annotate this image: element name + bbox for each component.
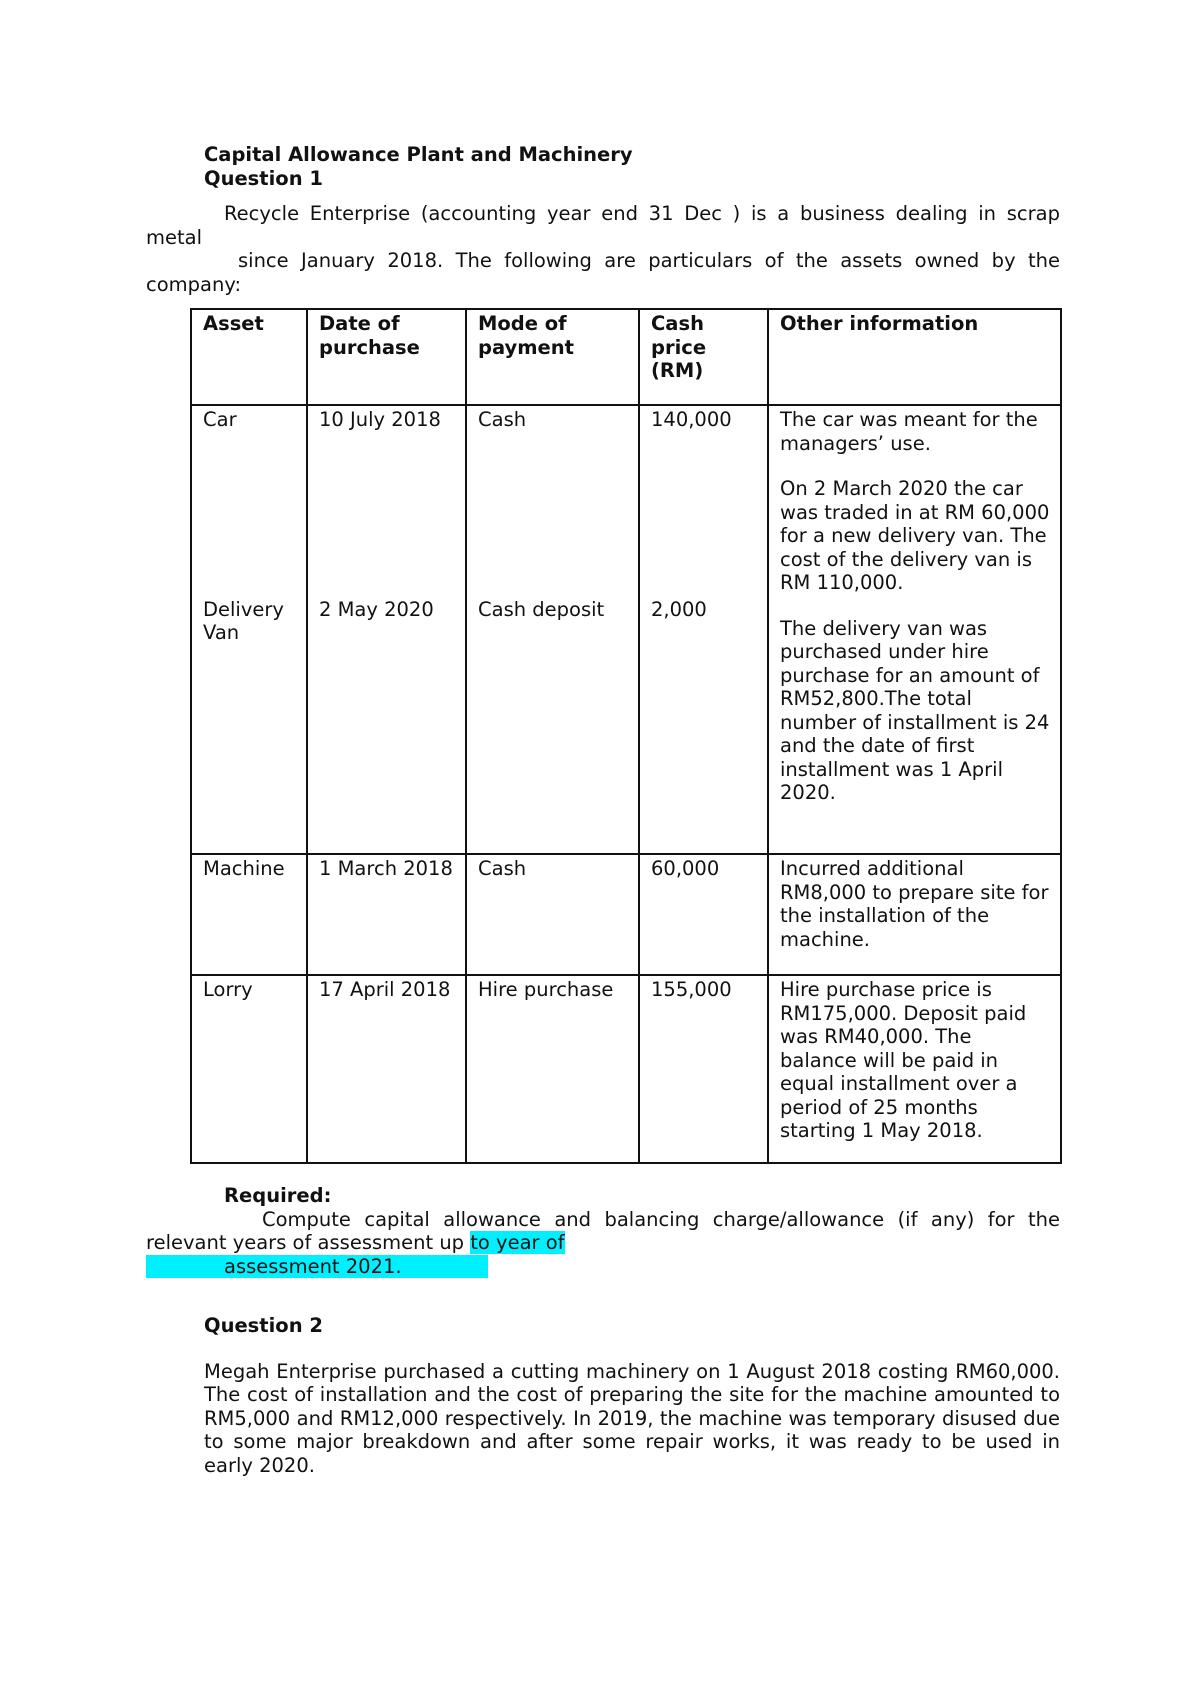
required-text-line: Compute capital allowance and balancing charge/allowance (if any) for the <box>262 1207 1060 1231</box>
info-car-3: The delivery van was purchased under hire purchase for an amount of RM52,800.The total number of installment is 24 and the date of first installment was 1 April 2020. <box>780 616 1050 804</box>
cell-price: 155,000 <box>639 975 768 1163</box>
question-2-text: Megah Enterprise purchased a cutting machinery on 1 August 2018 costing RM60,000. The cost of installation and the cost of preparing the site for the machine amounted to RM5,000 and RM12,000 respectively. In 2019, the machine was temporary disused due to some major breakdown and after some repair works, it was ready to be used in early 2020. <box>204 1359 1060 1477</box>
cell-info: Incurred additional RM8,000 to prepare site for the installation of the machine. <box>768 854 1061 975</box>
cell-info <box>768 405 1061 854</box>
asset-delivery-van: Delivery Van <box>203 597 284 644</box>
q1-intro-line: Recycle Enterprise (accounting year end 31 Dec ) is a business dealing in scrap <box>224 202 1060 225</box>
header-date: Date of purchase <box>307 309 466 405</box>
cell-mode: Hire purchase <box>466 975 639 1163</box>
table-header-row <box>191 309 1061 405</box>
mode-delivery-van: Cash deposit <box>478 597 605 621</box>
cell-price <box>639 405 768 854</box>
document-page <box>146 143 1060 1477</box>
cell-info: Hire purchase price is RM175,000. Deposit paid was RM40,000. The balance will be paid in equal installment over a period of 25 months starting 1 May 2018. <box>768 975 1061 1163</box>
q1-intro-line: since January 2018. The following are particulars of the assets owned by the <box>238 249 1060 272</box>
question-1-heading: Question 1 <box>204 166 323 190</box>
date-delivery-van: 2 May 2020 <box>319 597 434 621</box>
price-car: 140,000 <box>651 408 732 431</box>
assets-table <box>190 308 1062 1164</box>
q1-intro-line: company: <box>146 272 242 296</box>
q1-intro-line: metal <box>146 225 203 249</box>
asset-car: Car <box>203 408 237 431</box>
info-car-1: The car was meant for the managers’ use. <box>780 408 1038 455</box>
table-row <box>191 854 1061 975</box>
cell-mode: Cash <box>466 854 639 975</box>
cell-asset: Lorry <box>191 975 307 1163</box>
header-price: Cash price (RM) <box>639 309 768 405</box>
cell-date: 17 April 2018 <box>307 975 466 1163</box>
cell-asset: Machine <box>191 854 307 975</box>
cell-date <box>307 405 466 854</box>
header-info: Other information <box>768 309 1061 405</box>
required-text-line <box>146 1231 1060 1255</box>
price-delivery-van: 2,000 <box>651 597 707 621</box>
document-title: Capital Allowance Plant and Machinery <box>204 143 633 166</box>
cell-mode <box>466 405 639 854</box>
header-asset: Asset <box>191 309 307 405</box>
highlighted-text: to year of <box>470 1231 565 1254</box>
required-label: Required: <box>224 1184 332 1207</box>
info-car-2: On 2 March 2020 the car was traded in at RM 60,000 for a new delivery van. The cost of the delivery van is RM 110,000. <box>780 477 1050 594</box>
table-row <box>191 405 1061 854</box>
required-text-part: relevant years of assessment up <box>146 1231 471 1254</box>
cell-asset <box>191 405 307 854</box>
cell-price: 60,000 <box>639 854 768 975</box>
table-row <box>191 975 1061 1163</box>
highlighted-text: assessment 2021. <box>146 1255 488 1279</box>
required-text-line <box>146 1255 1060 1279</box>
mode-car: Cash <box>478 408 527 431</box>
cell-date: 1 March 2018 <box>307 854 466 975</box>
question-2-heading: Question 2 <box>204 1314 323 1337</box>
header-mode: Mode of payment <box>466 309 639 405</box>
date-car: 10 July 2018 <box>319 408 441 431</box>
